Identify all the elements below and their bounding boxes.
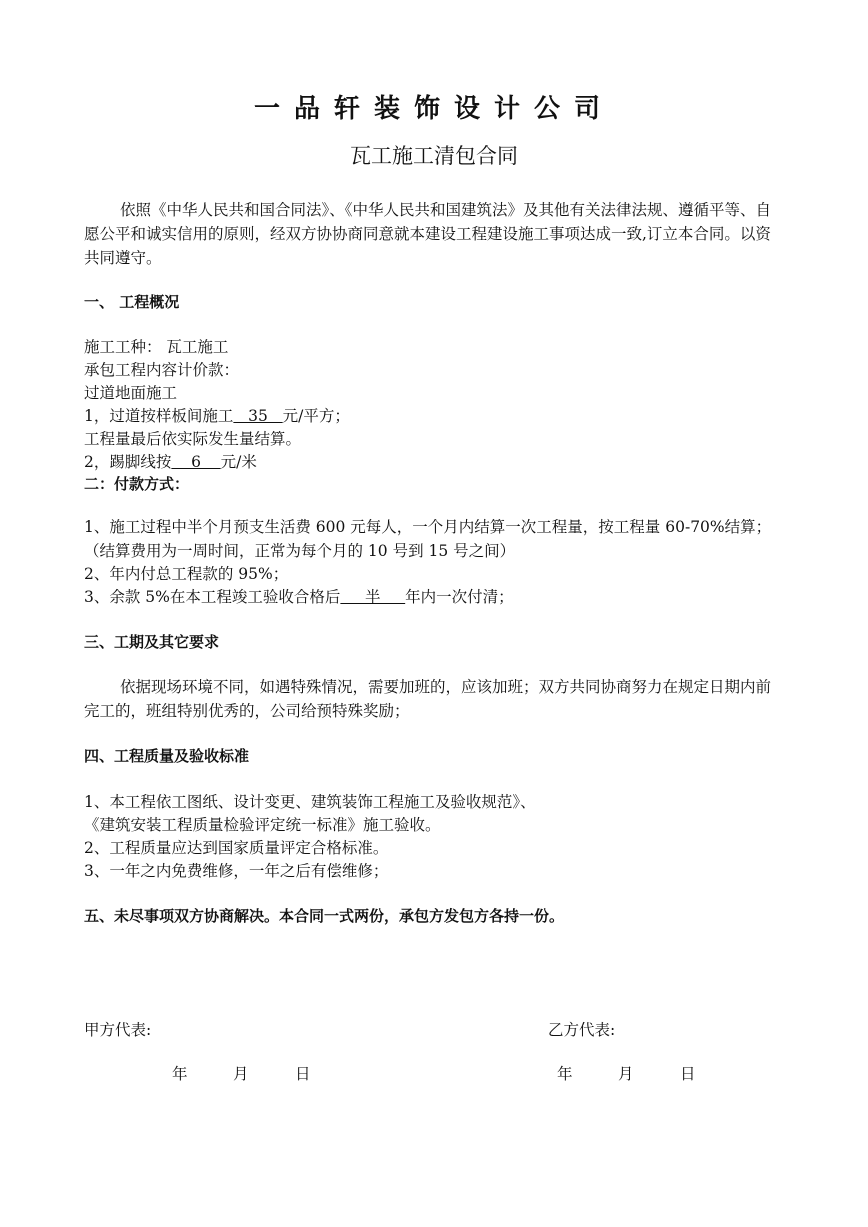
payment-item-3-prefix: 3、余款 5%在本工程竣工验收合格后 bbox=[84, 588, 341, 606]
item1-prefix: 1，过道按样板间施工 bbox=[84, 407, 234, 425]
payment-item-3 bbox=[84, 585, 514, 609]
section4-heading: 四、工程质量及验收标准 bbox=[84, 747, 250, 765]
party-b-date-day: 日 bbox=[680, 1065, 696, 1083]
item2-suffix: 元/米 bbox=[220, 453, 257, 471]
item2-line bbox=[84, 450, 257, 474]
party-a-date-day: 日 bbox=[295, 1065, 311, 1083]
section3-heading: 三、工期及其它要求 bbox=[84, 633, 220, 651]
item1-suffix: 元/平方； bbox=[282, 407, 350, 425]
payment-item-1: 1、施工过程中半个月预支生活费 600 元每人，一个月内结算一次工程量，按工程量 60-70%结算；（结算费用为一周时间，正常为每个月的 10 号到 15 号之间） bbox=[84, 518, 772, 560]
company-name: 一品轩装饰设计公司 bbox=[253, 94, 614, 124]
quality-line-3: 2、工程质量应达到国家质量评定合格标准。 bbox=[84, 839, 389, 857]
section2-heading: 二：付款方式： bbox=[84, 475, 190, 493]
payment-item-3-term: 半 bbox=[340, 588, 406, 606]
item2-price: 6 bbox=[171, 453, 221, 471]
party-b-date-month: 月 bbox=[618, 1065, 634, 1083]
quality-line-1: 1、本工程依工图纸、设计变更、建筑装饰工程施工及验收规范》、 bbox=[84, 793, 536, 811]
party-a-date-year: 年 bbox=[172, 1065, 188, 1083]
item1-line bbox=[84, 404, 350, 428]
content-label: 承包工程内容计价款： bbox=[84, 361, 240, 379]
payment-item-2: 2、年内付总工程款的 95%； bbox=[84, 565, 289, 583]
item1-price: 35 bbox=[233, 407, 283, 425]
section3-body: 依据现场环境不同，如遇特殊情况，需要加班的，应该加班；双方共同协商努力在规定日期内前完工的，班组特别优秀的，公司给预特殊奖励； bbox=[84, 678, 772, 720]
intro-paragraph: 依照《中华人民共和国合同法》、《中华人民共和国建筑法》及其他有关法律法规、遵循平等、自愿公平和诚实信用的原则，经双方协协商同意就本建设工程建设施工事项达成一致,订立本合同。以资共同遵守。 bbox=[84, 201, 772, 267]
section1-heading: 一、 工程概况 bbox=[84, 293, 180, 311]
contract-title: 瓦工施工清包合同 bbox=[350, 144, 518, 168]
payment-item-3-suffix: 年内一次付清； bbox=[405, 588, 514, 606]
item-title: 过道地面施工 bbox=[84, 384, 178, 402]
section5-heading: 五、未尽事项双方协商解决。本合同一式两份，承包方发包方各持一份。 bbox=[84, 907, 565, 925]
settle-note: 工程量最后依实际发生量结算。 bbox=[84, 430, 302, 448]
party-b-date-year: 年 bbox=[557, 1065, 573, 1083]
item2-prefix: 2，踢脚线按 bbox=[84, 453, 172, 471]
party-a-date-month: 月 bbox=[233, 1065, 249, 1083]
quality-line-4: 3、一年之内免费维修，一年之后有偿维修； bbox=[84, 862, 389, 880]
work-type: 施工工种： 瓦工施工 bbox=[84, 338, 229, 356]
party-b-label: 乙方代表: bbox=[548, 1021, 616, 1039]
party-a-label: 甲方代表: bbox=[84, 1021, 152, 1039]
quality-line-2: 《建筑安装工程质量检验评定统一标准》施工验收。 bbox=[84, 816, 441, 834]
